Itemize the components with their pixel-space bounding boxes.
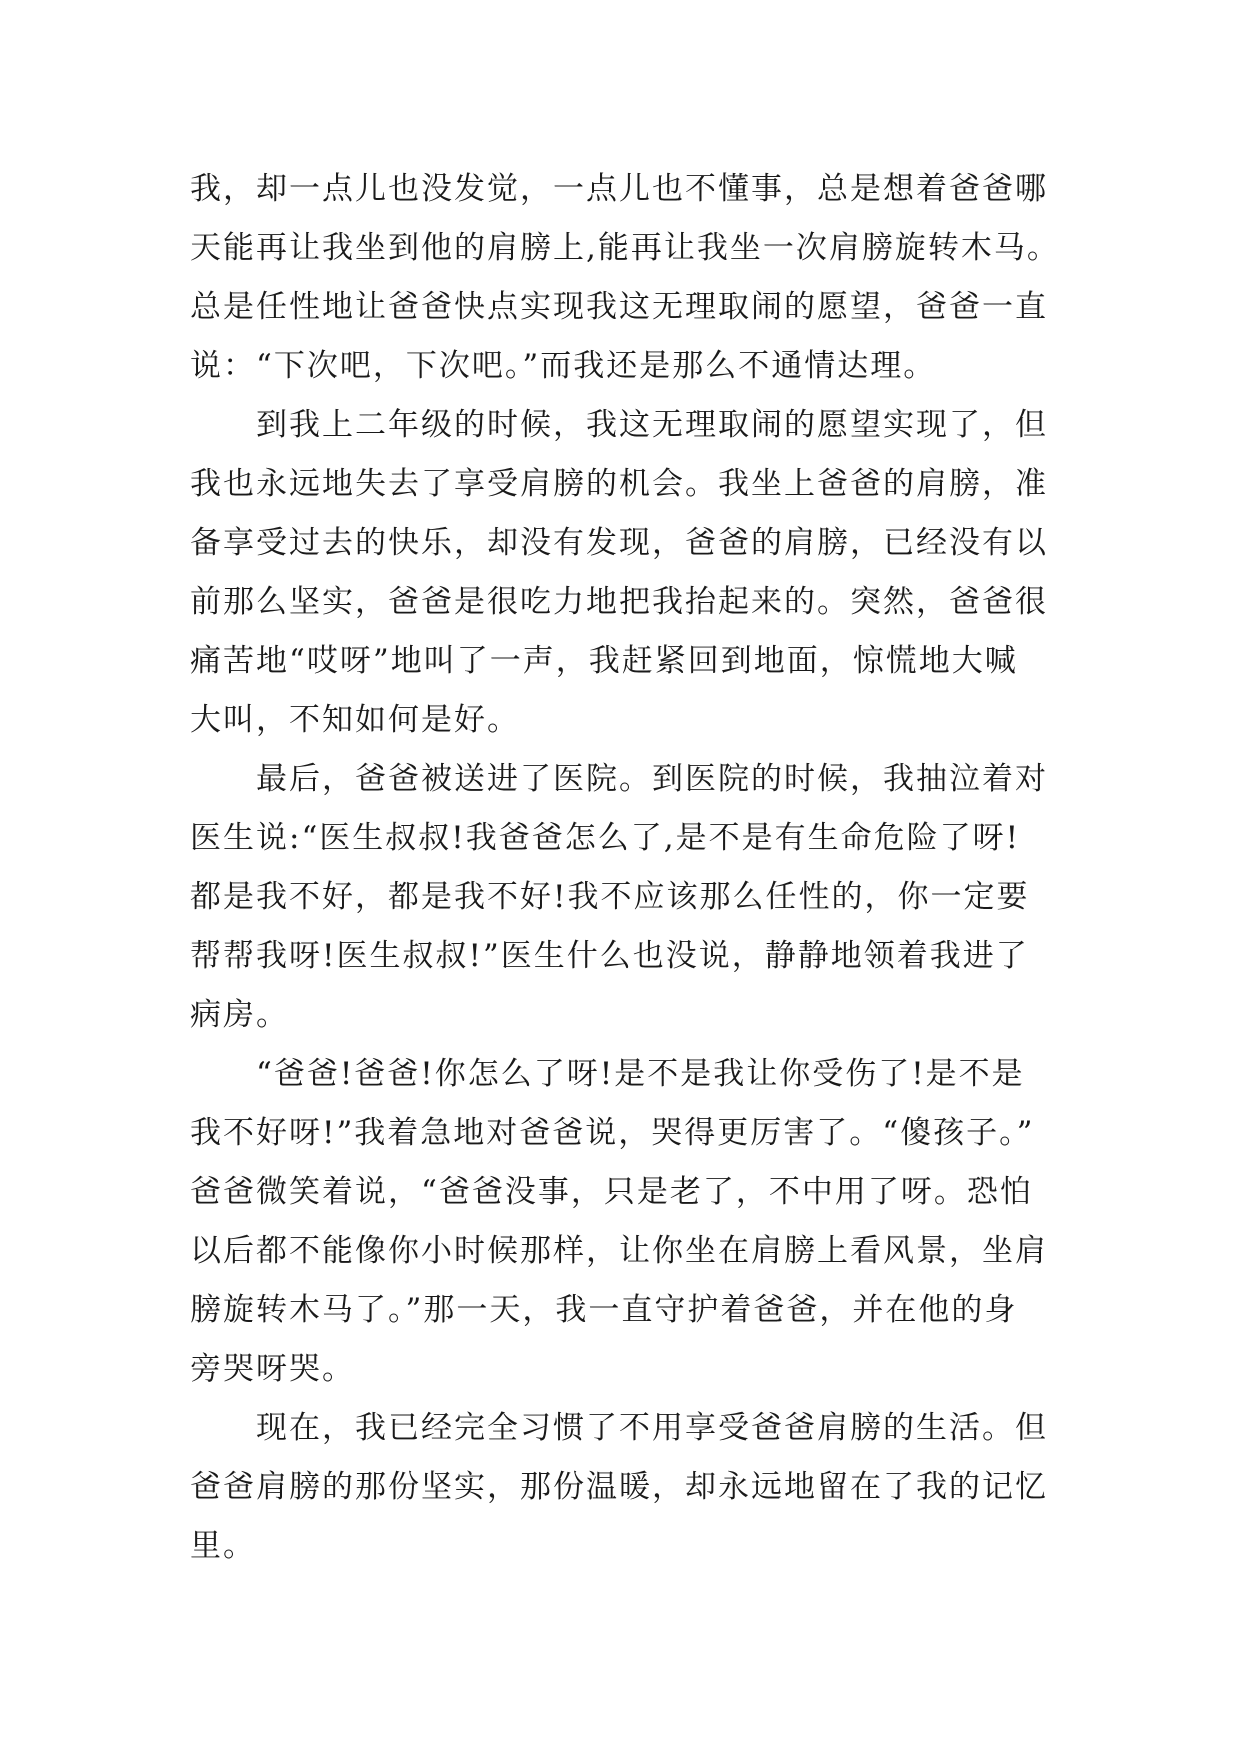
paragraph-first-line: 现在，我已经完全习惯了不用享受爸爸肩膀的生活。但 xyxy=(256,1410,1048,1446)
text-line: 病房。 xyxy=(190,997,289,1033)
text-line: 前那么坚实，爸爸是很吃力地把我抬起来的。突然，爸爸很 xyxy=(190,584,1048,620)
text-line: 备享受过去的快乐，却没有发现，爸爸的肩膀，已经没有以 xyxy=(190,525,1048,561)
text-line: 旁哭呀哭。 xyxy=(190,1351,355,1387)
text-line: 大叫，不知如何是好。 xyxy=(190,702,520,738)
text-line: 医生说:“医生叔叔!我爸爸怎么了,是不是有生命危险了呀! xyxy=(190,820,1021,856)
text-line: 爸爸肩膀的那份坚实，那份温暖，却永远地留在了我的记忆 xyxy=(190,1469,1048,1505)
text-line: 帮帮我呀!医生叔叔!”医生什么也没说，静静地领着我进了 xyxy=(190,938,1029,974)
text-line: 我不好呀!”我着急地对爸爸说，哭得更厉害了。“傻孩子。” xyxy=(190,1115,1035,1151)
text-line: 我也永远地失去了享受肩膀的机会。我坐上爸爸的肩膀，准 xyxy=(190,466,1048,502)
text-line: 里。 xyxy=(190,1528,256,1564)
paragraph-first-line: “爸爸!爸爸!你怎么了呀!是不是我让你受伤了!是不是 xyxy=(256,1056,1025,1092)
paragraph-first-line: 到我上二年级的时候，我这无理取闹的愿望实现了，但 xyxy=(256,407,1048,443)
text-line: 天能再让我坐到他的肩膀上,能再让我坐一次肩膀旋转木马。 xyxy=(190,230,1060,266)
text-line: 我，却一点儿也没发觉，一点儿也不懂事，总是想着爸爸哪 xyxy=(190,171,1048,207)
text-line: 总是任性地让爸爸快点实现我这无理取闹的愿望，爸爸一直 xyxy=(190,289,1048,325)
text-line: 膀旋转木马了。”那一天，我一直守护着爸爸，并在他的身 xyxy=(190,1292,1018,1328)
body-text xyxy=(190,160,1070,1576)
text-line: 都是我不好，都是我不好!我不应该那么任性的，你一定要 xyxy=(190,879,1030,915)
text-line: 说：“下次吧，下次吧。”而我还是那么不通情达理。 xyxy=(190,348,937,384)
text-line: 痛苦地“哎呀”地叫了一声，我赶紧回到地面，惊慌地大喊 xyxy=(190,643,1018,679)
text-line: 以后都不能像你小时候那样，让你坐在肩膀上看风景，坐肩 xyxy=(190,1233,1048,1269)
text-line: 爸爸微笑着说，“爸爸没事，只是老了，不中用了呀。恐怕 xyxy=(190,1174,1033,1210)
paragraph-first-line: 最后，爸爸被送进了医院。到医院的时候，我抽泣着对 xyxy=(256,761,1048,797)
